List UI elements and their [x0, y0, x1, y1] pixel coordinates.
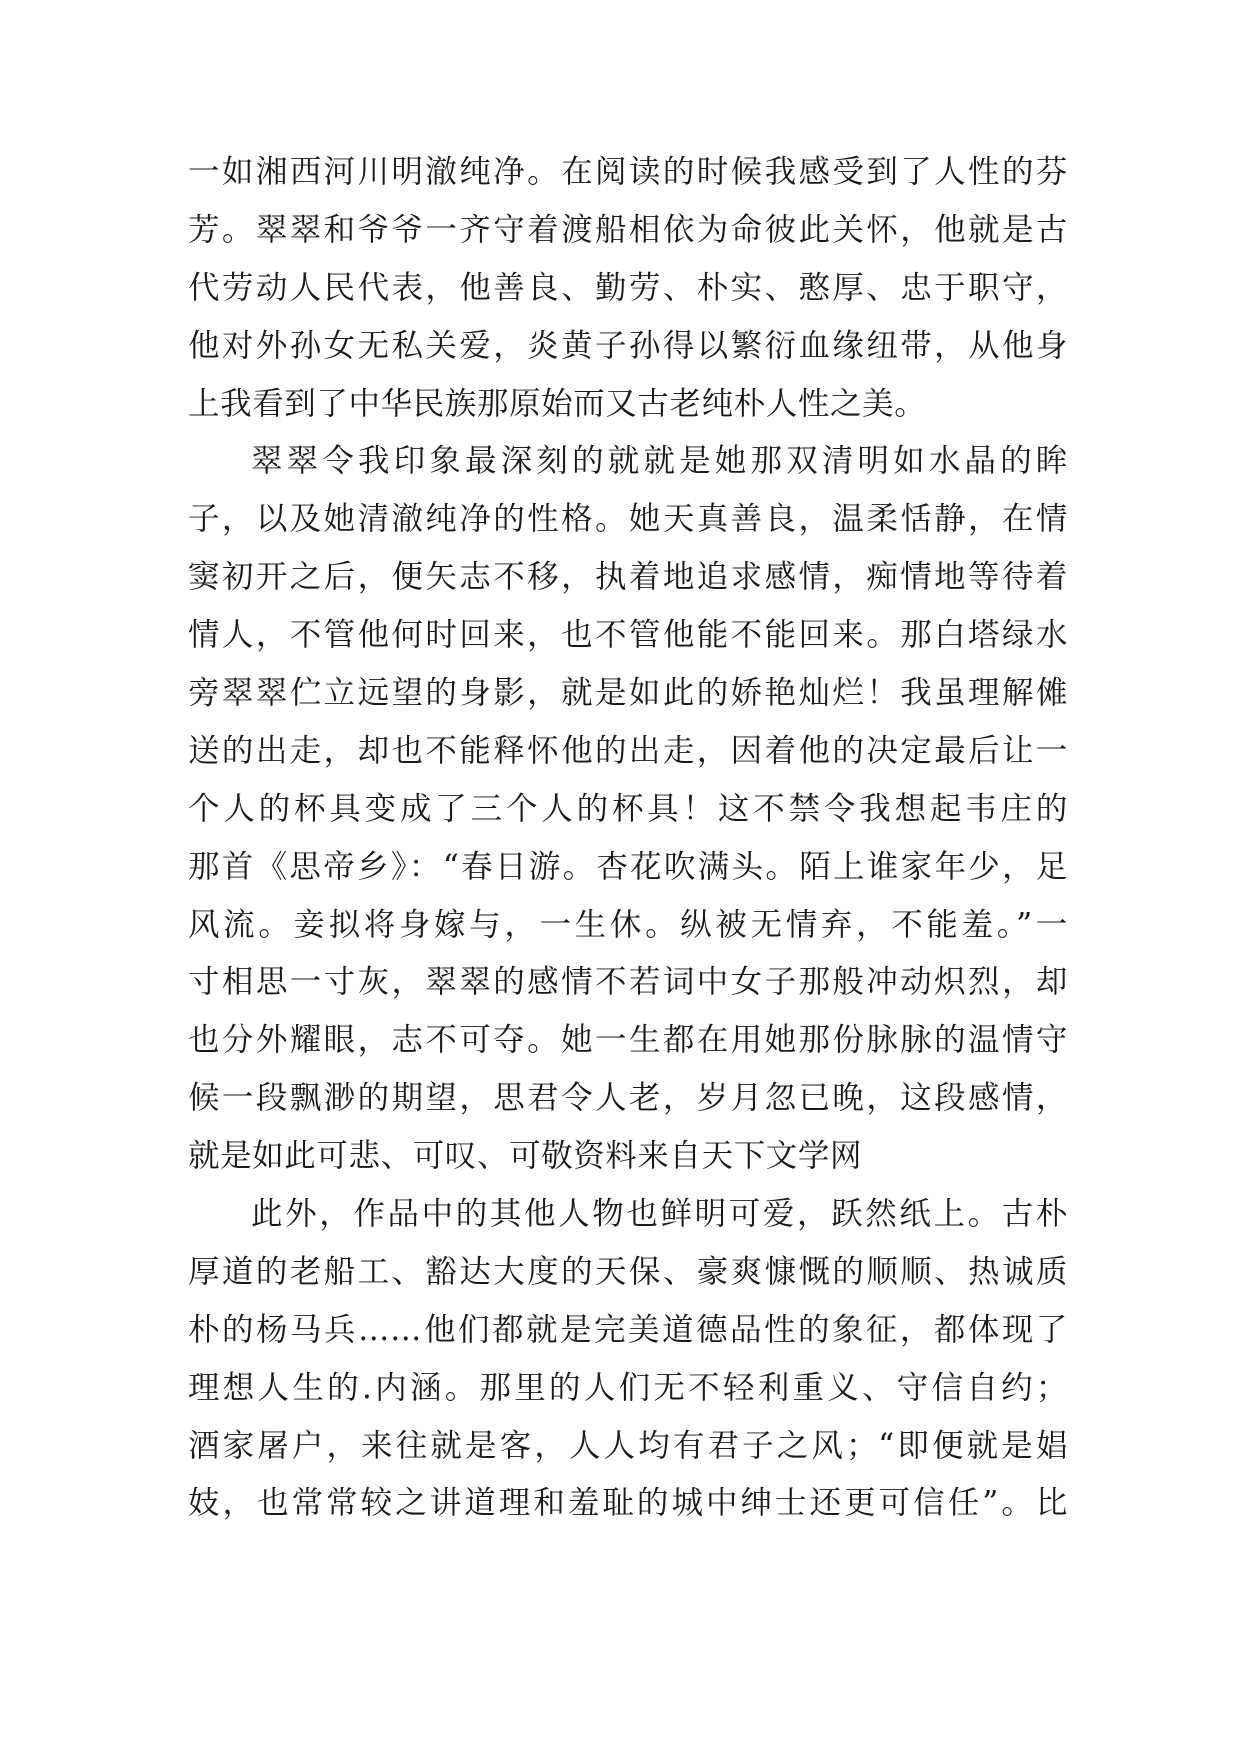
text-line: 上我看到了中华民族那原始而又古老纯朴人性之美。	[188, 385, 927, 422]
text-line: 风流。妾拟将身嫁与，一生休。纵被无情弃，不能羞。”一	[188, 906, 1068, 943]
text-line: 送的出走，却也不能释怀他的出走，因着他的决定最后让一	[188, 732, 1068, 769]
text-line: 个人的杯具变成了三个人的杯具！这不禁令我想起韦庄的	[188, 790, 1068, 827]
text-line: 理想人生的.内涵。那里的人们无不轻利重义、守信自约；	[188, 1369, 1068, 1406]
paragraph-start-line: 翠翠令我印象最深刻的就就是她那双清明如水晶的眸	[251, 443, 1068, 480]
text-line: 厚道的老船工、豁达大度的天保、豪爽慷慨的顺顺、热诚质	[188, 1253, 1068, 1290]
text-line: 旁翠翠伫立远望的身影，就是如此的娇艳灿烂！我虽理解傩	[188, 675, 1068, 712]
text-line: 那首《思帝乡》：“春日游。杏花吹满头。陌上谁家年少，足	[188, 848, 1068, 885]
paragraph-start-line: 此外，作品中的其他人物也鲜明可爱，跃然纸上。古朴	[251, 1196, 1068, 1233]
text-line: 寸相思一寸灰，翠翠的感情不若词中女子那般冲动炽烈，却	[188, 964, 1068, 1001]
text-line: 就是如此可悲、可叹、可敬资料来自天下文学网	[188, 1138, 863, 1175]
text-line: 他对外孙女无私关爱，炎黄子孙得以繁衍血缘纽带，从他身	[188, 327, 1068, 364]
text-line: 候一段飘渺的期望，思君令人老，岁月忽已晚，这段感情，	[188, 1080, 1068, 1117]
body-text	[188, 144, 1068, 1533]
text-line: 子，以及她清澈纯净的性格。她天真善良，温柔恬静，在情	[188, 501, 1068, 538]
text-line: 代劳动人民代表，他善良、勤劳、朴实、憨厚、忠于职守，	[188, 269, 1068, 306]
text-line: 酒家屠户，来往就是客，人人均有君子之风；“即便就是娼	[188, 1427, 1068, 1464]
text-line: 一如湘西河川明澈纯净。在阅读的时候我感受到了人性的芬	[188, 154, 1068, 190]
text-line: 也分外耀眼，志不可夺。她一生都在用她那份脉脉的温情守	[188, 1022, 1068, 1059]
text-line: 朴的杨马兵……他们都就是完美道德品性的象征，都体现了	[188, 1311, 1068, 1348]
text-line: 芳。翠翠和爷爷一齐守着渡船相依为命彼此关怀，他就是古	[188, 211, 1068, 248]
text-line: 窦初开之后，便矢志不移，执着地追求感情，痴情地等待着	[188, 559, 1068, 596]
text-line: 情人，不管他何时回来，也不管他能不能回来。那白塔绿水	[188, 617, 1068, 654]
text-line: 妓，也常常较之讲道理和羞耻的城中绅士还更可信任”。比	[188, 1485, 1068, 1522]
